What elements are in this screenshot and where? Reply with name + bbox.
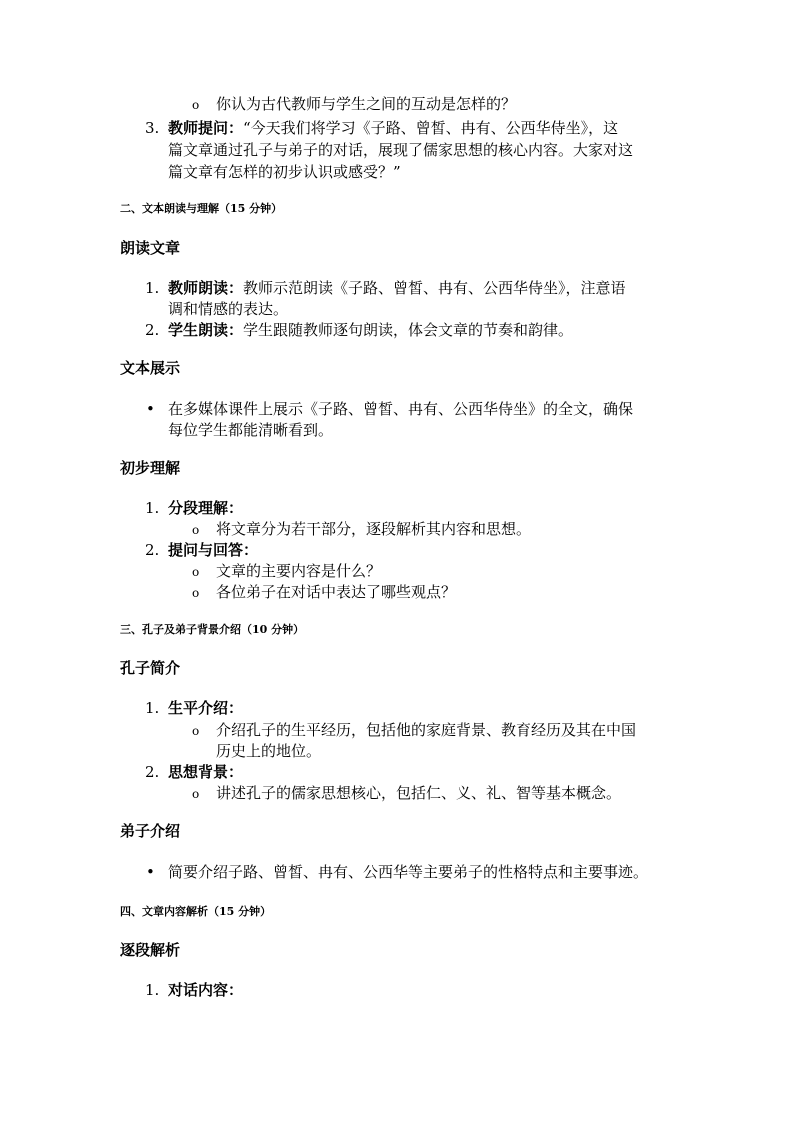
bullet-marker: • [146, 400, 155, 418]
list-item-continuation: 调和情感的表达。 [168, 300, 289, 318]
sub-bullet-text: 各位弟子在对话中表达了哪些观点？ [216, 583, 457, 601]
bullet-text: 在多媒体课件上展示《子路、曾皙、冉有、公西华侍坐》的全文，确保 [168, 400, 634, 418]
list-item-continuation: 篇文章通过孔子与弟子的对话，展现了儒家思想的核心内容。大家对这 [168, 141, 634, 159]
list-number: 1. [145, 981, 160, 999]
bullet-text: 简要介绍子路、曾皙、冉有、公西华等主要弟子的性格特点和主要事迹。 [168, 863, 649, 881]
list-item-text: 学生跟随教师逐句朗读，体会文章的节奏和韵律。 [243, 321, 574, 339]
sub-bullet-marker: o [192, 787, 200, 801]
list-item-label: 思想背景： [168, 763, 244, 781]
sub-bullet-text: 文章的主要内容是什么？ [216, 562, 382, 580]
list-item [168, 278, 626, 298]
sub-bullet-marker: o [192, 523, 200, 537]
sub-bullet-text: 介绍孔子的生平经历，包括他的家庭背景、教育经历及其在中国 [216, 721, 637, 739]
list-number: 1. [145, 279, 160, 297]
list-item-text: “今天我们将学习《子路、曾皙、冉有、公西华侍坐》，这 [243, 119, 619, 137]
sub-bullet-text: 将文章分为若干部分，逐段解析其内容和思想。 [216, 520, 532, 538]
list-number: 1. [145, 699, 160, 717]
subheading: 初步理解 [120, 459, 181, 477]
list-item [168, 320, 573, 340]
list-item-label: 分段理解： [168, 499, 244, 517]
list-number: 2. [145, 541, 160, 559]
list-item-label: 学生朗读： [168, 321, 244, 339]
section-title: 三、孔子及弟子背景介绍（10 分钟） [120, 623, 305, 636]
list-item [168, 540, 258, 560]
subheading: 逐段解析 [120, 941, 181, 959]
list-item [168, 498, 243, 518]
list-item-label: 提问与回答： [168, 541, 259, 559]
sub-bullet-text: 讲述孔子的儒家思想核心，包括仁、义、礼、智等基本概念。 [216, 784, 622, 802]
sub-bullet-text: 你认为古代教师与学生之间的互动是怎样的？ [216, 95, 517, 113]
list-item-text: 教师示范朗读《子路、曾皙、冉有、公西华侍坐》，注意语 [243, 279, 626, 297]
sub-bullet-continuation: 历史上的地位。 [216, 742, 322, 760]
list-number: 1. [145, 499, 160, 517]
sub-bullet-marker: o [192, 586, 200, 600]
list-item-label: 教师朗读： [168, 279, 244, 297]
subheading: 弟子介绍 [120, 822, 181, 840]
sub-bullet-marker: o [192, 98, 200, 112]
sub-bullet-marker: o [192, 724, 200, 738]
sub-bullet-marker: o [192, 565, 200, 579]
subheading: 文本展示 [120, 359, 181, 377]
list-item-label: 教师提问： [168, 119, 244, 137]
list-item-continuation: 篇文章有怎样的初步认识或感受？” [168, 163, 401, 181]
list-number: 3. [145, 119, 160, 137]
section-title: 四、文章内容解析（15 分钟） [120, 905, 272, 918]
section-title: 二、文本朗读与理解（15 分钟） [120, 202, 283, 215]
list-number: 2. [145, 321, 160, 339]
list-item-label: 对话内容： [168, 981, 244, 999]
bullet-marker: • [146, 863, 155, 881]
bullet-continuation: 每位学生都能清晰看到。 [168, 421, 334, 439]
subheading: 朗读文章 [120, 239, 181, 257]
subheading: 孔子简介 [120, 659, 181, 677]
list-item [168, 762, 243, 782]
list-item [168, 980, 243, 1000]
list-item-label: 生平介绍： [168, 699, 244, 717]
list-item [168, 118, 618, 138]
list-number: 2. [145, 763, 160, 781]
list-item [168, 698, 243, 718]
